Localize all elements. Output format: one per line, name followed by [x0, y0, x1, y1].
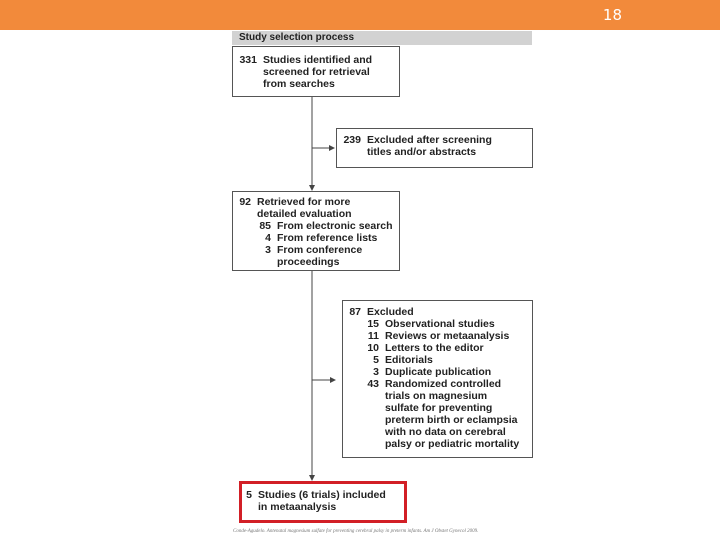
count-value: 10: [367, 342, 379, 354]
line-text: sulfate for preventing: [385, 402, 493, 414]
line-text: From electronic search: [277, 220, 393, 232]
line-text: Studies identified and: [263, 54, 373, 66]
citation-caption: Conde-Agudelo. Antenatal magnesium sulfate for preventing cerebral palsy in preterm infants. Am J Obstet Gynecol 2009.: [233, 529, 479, 534]
line-text: preterm birth or eclampsia: [385, 414, 518, 426]
line-text: in metaanalysis: [258, 501, 337, 513]
line-text: Observational studies: [385, 318, 495, 330]
line-text: Retrieved for more: [257, 196, 351, 208]
line-text: Excluded: [367, 306, 414, 318]
identified-box: [232, 46, 400, 97]
line-text: From conference: [277, 244, 363, 256]
count-value: 43: [367, 378, 379, 390]
line-text: detailed evaluation: [257, 208, 352, 220]
line-text: from searches: [263, 78, 335, 90]
count-value: 3: [373, 366, 379, 378]
line-text: From reference lists: [277, 232, 378, 244]
slide-number: 18: [602, 6, 622, 24]
line-text: screened for retrieval: [263, 66, 370, 78]
line-text: proceedings: [277, 256, 340, 268]
line-text: Letters to the editor: [385, 342, 484, 354]
excluded-box: [342, 300, 533, 458]
line-text: Randomized controlled: [385, 378, 502, 390]
line-text: Reviews or metaanalysis: [385, 330, 510, 342]
count-value: 92: [239, 196, 251, 208]
count-value: 5: [373, 354, 379, 366]
excluded-screening-box: [336, 128, 533, 168]
count-value: 15: [367, 318, 379, 330]
highlight-frame: [239, 481, 407, 523]
count-value: 85: [259, 220, 271, 232]
count-value: 3: [265, 244, 271, 256]
line-text: trials on magnesium: [385, 390, 488, 402]
count-value: 4: [265, 232, 271, 244]
line-text: with no data on cerebral: [385, 426, 506, 438]
count-value: 239: [343, 134, 361, 146]
line-text: palsy or pediatric mortality: [385, 438, 520, 450]
line-text: Studies (6 trials) included: [258, 489, 386, 501]
count-value: 331: [239, 54, 257, 66]
count-value: 11: [367, 330, 379, 342]
line-text: Duplicate publication: [385, 366, 492, 378]
retrieved-box: [232, 191, 400, 271]
diagram-title: Study selection process: [239, 32, 355, 43]
line-text: titles and/or abstracts: [367, 146, 477, 158]
line-text: Excluded after screening: [367, 134, 492, 146]
count-value: 87: [349, 306, 361, 318]
line-text: Editorials: [385, 354, 433, 366]
count-value: 5: [246, 489, 252, 501]
